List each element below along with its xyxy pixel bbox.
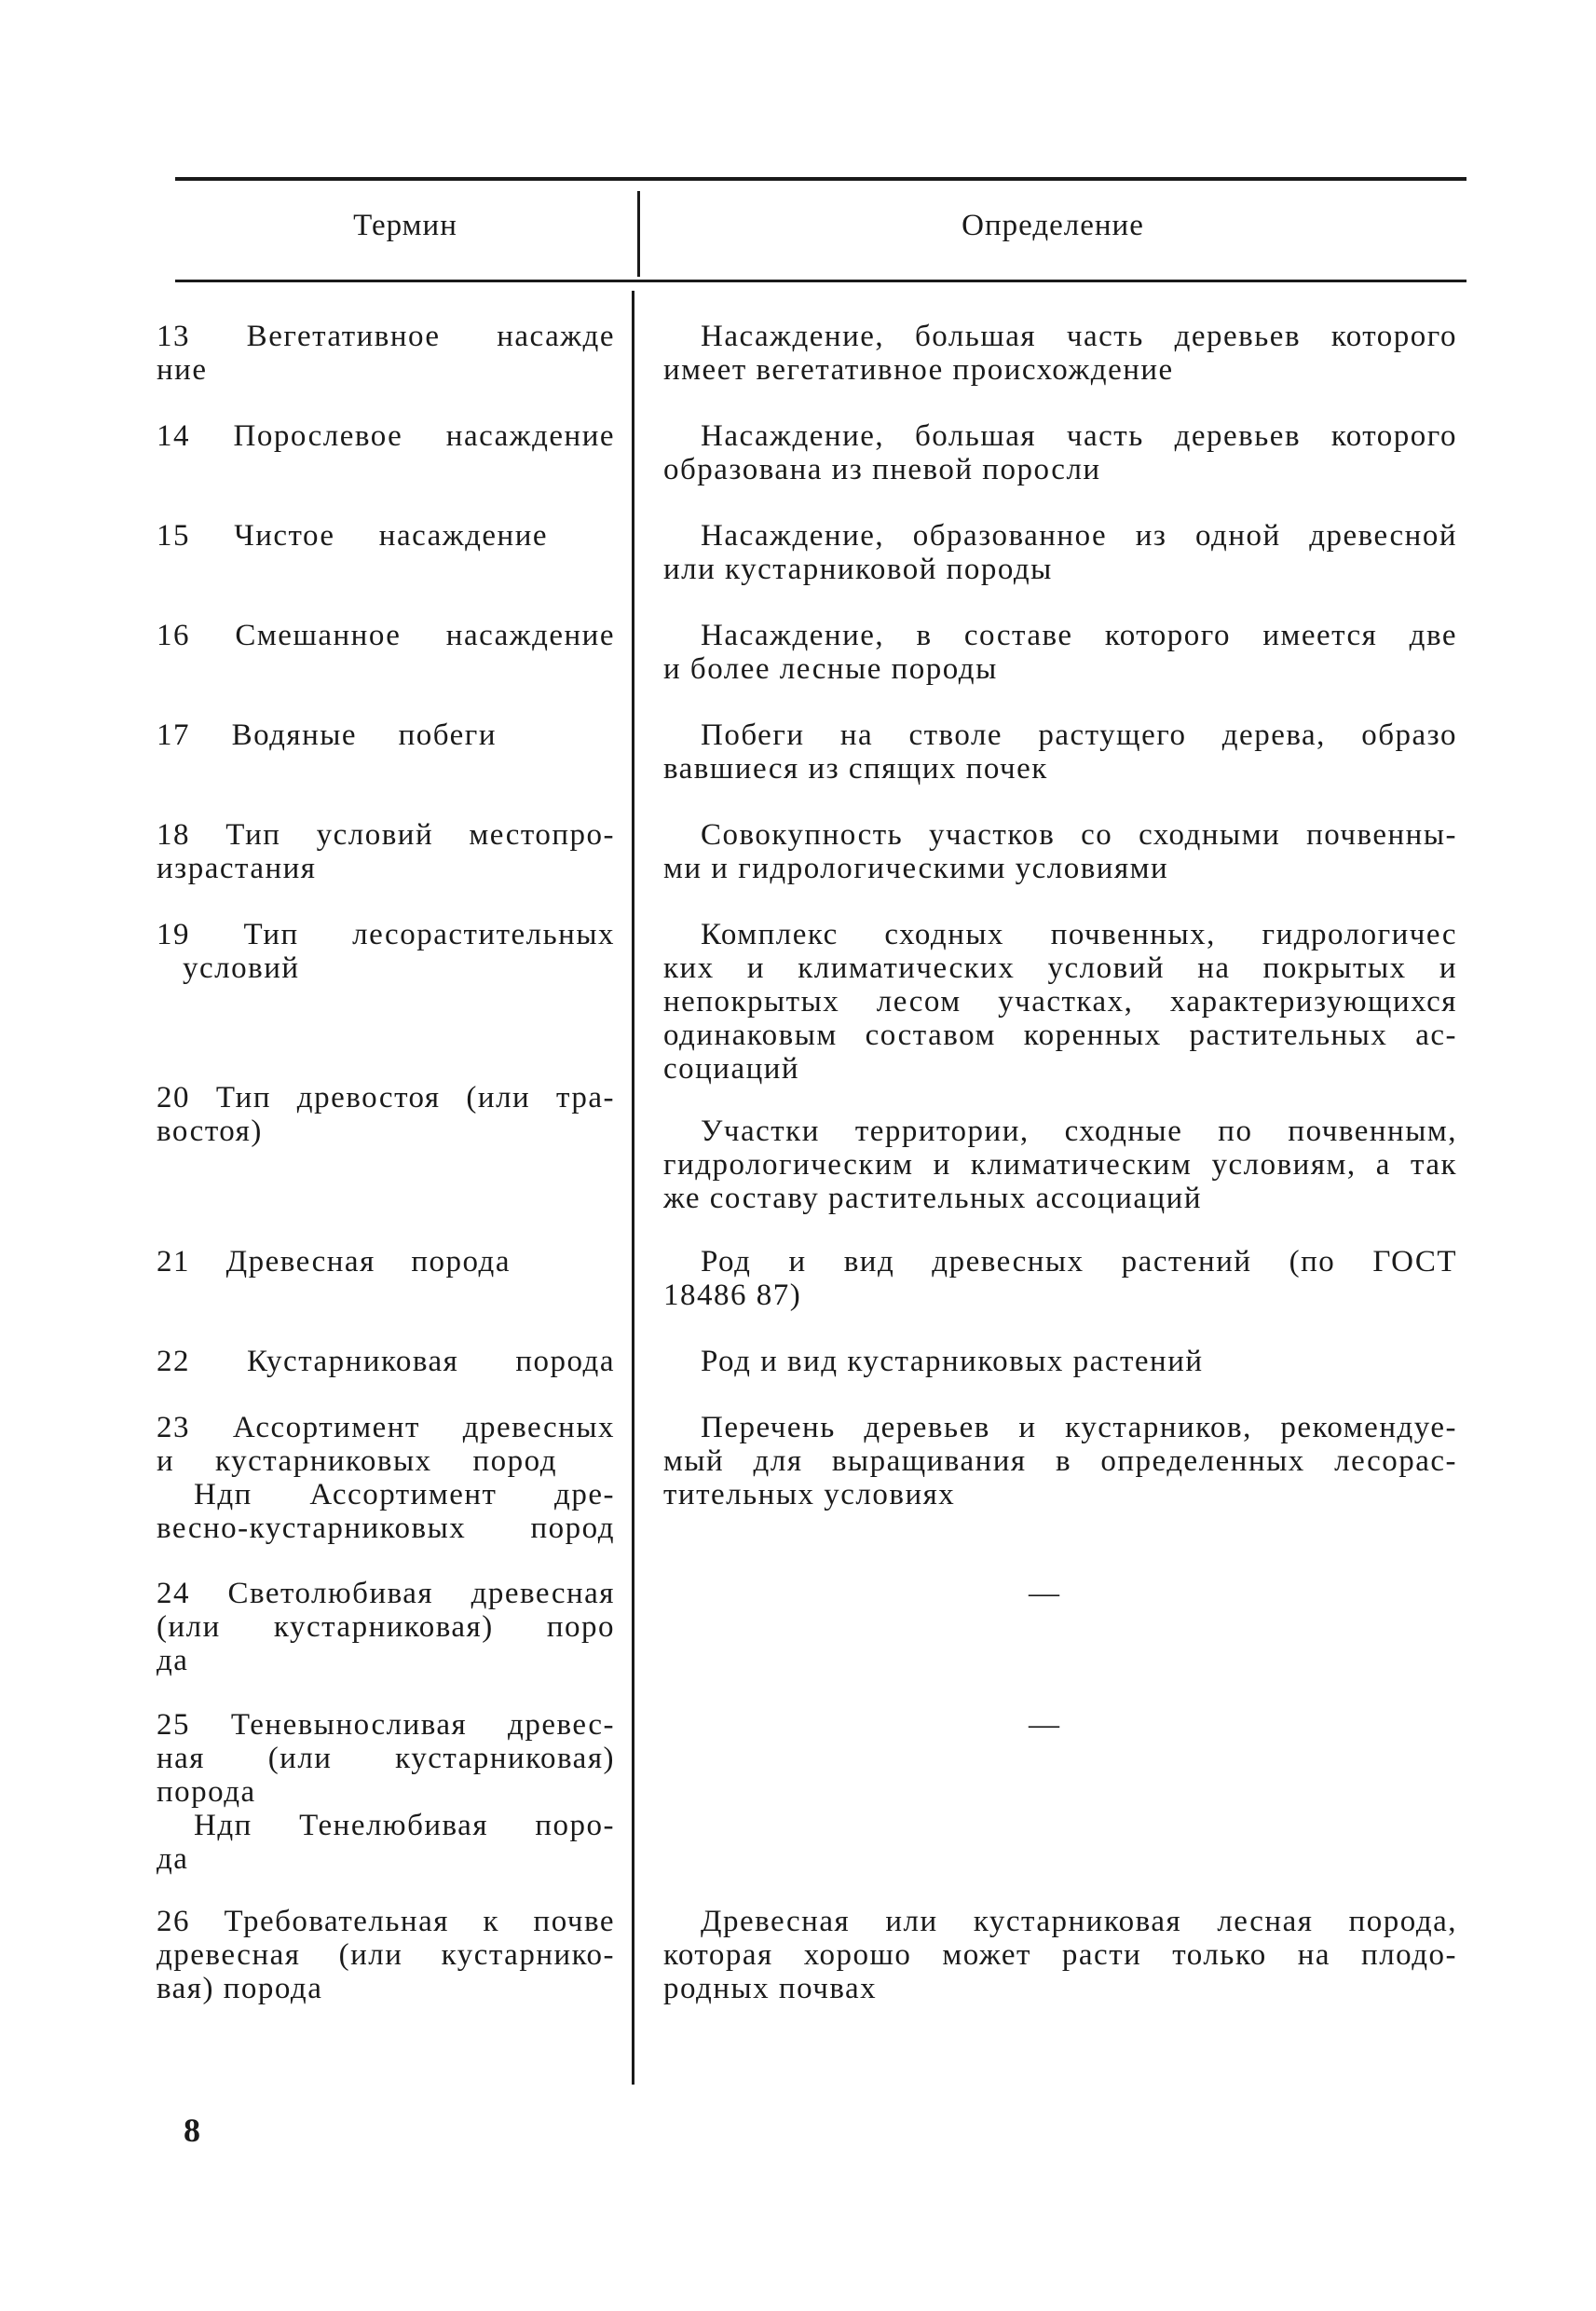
term-line: 13 Вегетативное насажде: [157, 320, 615, 353]
definition-line: ких и климатических условий на покрытых и: [663, 951, 1457, 985]
term-line: 18 Тип условий местопро-: [157, 818, 615, 852]
definition-line: образована из пневой поросли: [663, 453, 1101, 486]
page-number: 8: [184, 2112, 200, 2149]
term-cell: [157, 1708, 615, 1876]
term-line: 15 Чистое насаждение: [157, 519, 548, 553]
term-line: 21 Древесная порода: [157, 1245, 511, 1279]
definition-cell: [663, 718, 1457, 786]
term-line: 16 Смешанное насаждение: [157, 619, 615, 652]
term-cell: [157, 918, 615, 985]
definition-line: Насаждение, в составе которого имеется две: [701, 619, 1457, 652]
term-cell: [157, 718, 615, 752]
definition-line: социаций: [663, 1052, 800, 1086]
definition-line: и более лесные породы: [663, 652, 998, 686]
definition-line: 18486 87): [663, 1279, 802, 1312]
term-line: порода: [157, 1775, 256, 1809]
deprecated-term-line: Ндп Ассортимент дре-: [194, 1478, 615, 1511]
term-line: 22 Кустарниковая порода: [157, 1345, 615, 1378]
definition-cell: [663, 1905, 1457, 2005]
term-cell: [157, 1905, 615, 2005]
term-cell: [157, 519, 615, 553]
definition-cell: [663, 1345, 1457, 1378]
header-definition: Определение: [962, 209, 1144, 242]
definition-line: Насаждение, большая часть деревьев которого: [701, 419, 1457, 453]
definition-cell: [663, 1411, 1457, 1511]
deprecated-term-line: да: [157, 1842, 189, 1876]
definition-line: Род и вид древесных растений (по ГОСТ: [701, 1245, 1457, 1279]
term-cell: [157, 419, 615, 453]
term-line: 25 Теневыносливая древес-: [157, 1708, 615, 1742]
term-line: и кустарниковых пород: [157, 1444, 557, 1478]
term-line: (или кустарниковая) поро: [157, 1610, 615, 1644]
body-column-divider: [632, 291, 634, 2085]
term-line: 17 Водяные побеги: [157, 718, 497, 752]
definition-line: Насаждение, образованное из одной древесной: [701, 519, 1457, 553]
deprecated-term-line: Ндп Тенелюбивая поро-: [194, 1809, 615, 1842]
definition-line: гидрологическим и климатическим условиям, а так: [663, 1148, 1457, 1182]
definition-cell: [663, 1245, 1457, 1312]
definition-line: же составу растительных ассоциаций: [663, 1182, 1202, 1215]
definition-line: родных почвах: [663, 1972, 878, 2005]
term-line: 19 Тип лесорастительных: [157, 918, 615, 951]
definition-cell: [663, 818, 1457, 885]
header-bottom-rule: [175, 280, 1466, 282]
deprecated-term-line: весно-кустарниковых пород: [157, 1511, 615, 1545]
definition-line: Совокупность участков со сходными почвенны-: [701, 818, 1457, 852]
term-line: вая) порода: [157, 1972, 323, 2005]
definition-line: Побеги на стволе растущего дерева, образо: [701, 718, 1457, 752]
definition-line: Насаждение, большая часть деревьев которого: [701, 320, 1457, 353]
term-cell: [157, 1245, 615, 1279]
term-line: 20 Тип древостоя (или тра-: [157, 1081, 615, 1114]
definition-cell: [663, 918, 1457, 1086]
definition-line: одинаковым составом коренных растительных ас-: [663, 1019, 1457, 1052]
definition-cell: [663, 1114, 1457, 1215]
definition-line: которая хорошо может расти только на плодо-: [663, 1938, 1457, 1972]
term-cell: [157, 818, 615, 885]
definition-line: Род и вид кустарниковых растений: [701, 1345, 1204, 1378]
term-line: древесная (или кустарнико-: [157, 1938, 615, 1972]
definition-line: мый для выращивания в определенных лесорас-: [663, 1444, 1457, 1478]
term-cell: [157, 1345, 615, 1378]
definition-line: вавшиеся из спящих почек: [663, 752, 1048, 786]
definition-line: Участки территории, сходные по почвенным,: [701, 1114, 1457, 1148]
term-line: 14 Порослевое насаждение: [157, 419, 615, 453]
term-line: 23 Ассортимент древесных: [157, 1411, 615, 1444]
definition-dash: —: [1029, 1577, 1059, 1610]
term-line: условий: [183, 951, 300, 985]
term-cell: [157, 1577, 615, 1677]
table-top-rule: [175, 177, 1466, 181]
term-line: 26 Требовательная к почве: [157, 1905, 615, 1938]
definition-cell: [663, 419, 1457, 486]
definition-line: Древесная или кустарниковая лесная порода,: [701, 1905, 1457, 1938]
term-cell: [157, 619, 615, 652]
definition-cell: [663, 619, 1457, 686]
term-line: израстания: [157, 852, 317, 885]
term-line: да: [157, 1644, 189, 1677]
term-line: ная (или кустарниковая): [157, 1742, 615, 1775]
term-cell: [157, 1081, 615, 1148]
header-column-divider: [637, 191, 640, 277]
definition-dash: —: [1029, 1708, 1059, 1742]
definition-line: Перечень деревьев и кустарников, рекомендуе-: [701, 1411, 1457, 1444]
term-line: востоя): [157, 1114, 263, 1148]
term-cell: [157, 320, 615, 387]
definition-line: Комплекс сходных почвенных, гидрологичес: [701, 918, 1457, 951]
definition-cell: [663, 519, 1457, 586]
definition-line: имеет вегетативное происхождение: [663, 353, 1174, 387]
definition-line: тительных условиях: [663, 1478, 956, 1511]
term-line: 24 Светолюбивая древесная: [157, 1577, 615, 1610]
definition-line: ми и гидрологическими условиями: [663, 852, 1169, 885]
term-line: ние: [157, 353, 208, 387]
definition-line: непокрытых лесом участках, характеризующихся: [663, 985, 1457, 1019]
term-cell: [157, 1411, 615, 1545]
definition-cell: [663, 320, 1457, 387]
header-term: Термин: [353, 209, 457, 242]
definition-line: или кустарниковой породы: [663, 553, 1053, 586]
